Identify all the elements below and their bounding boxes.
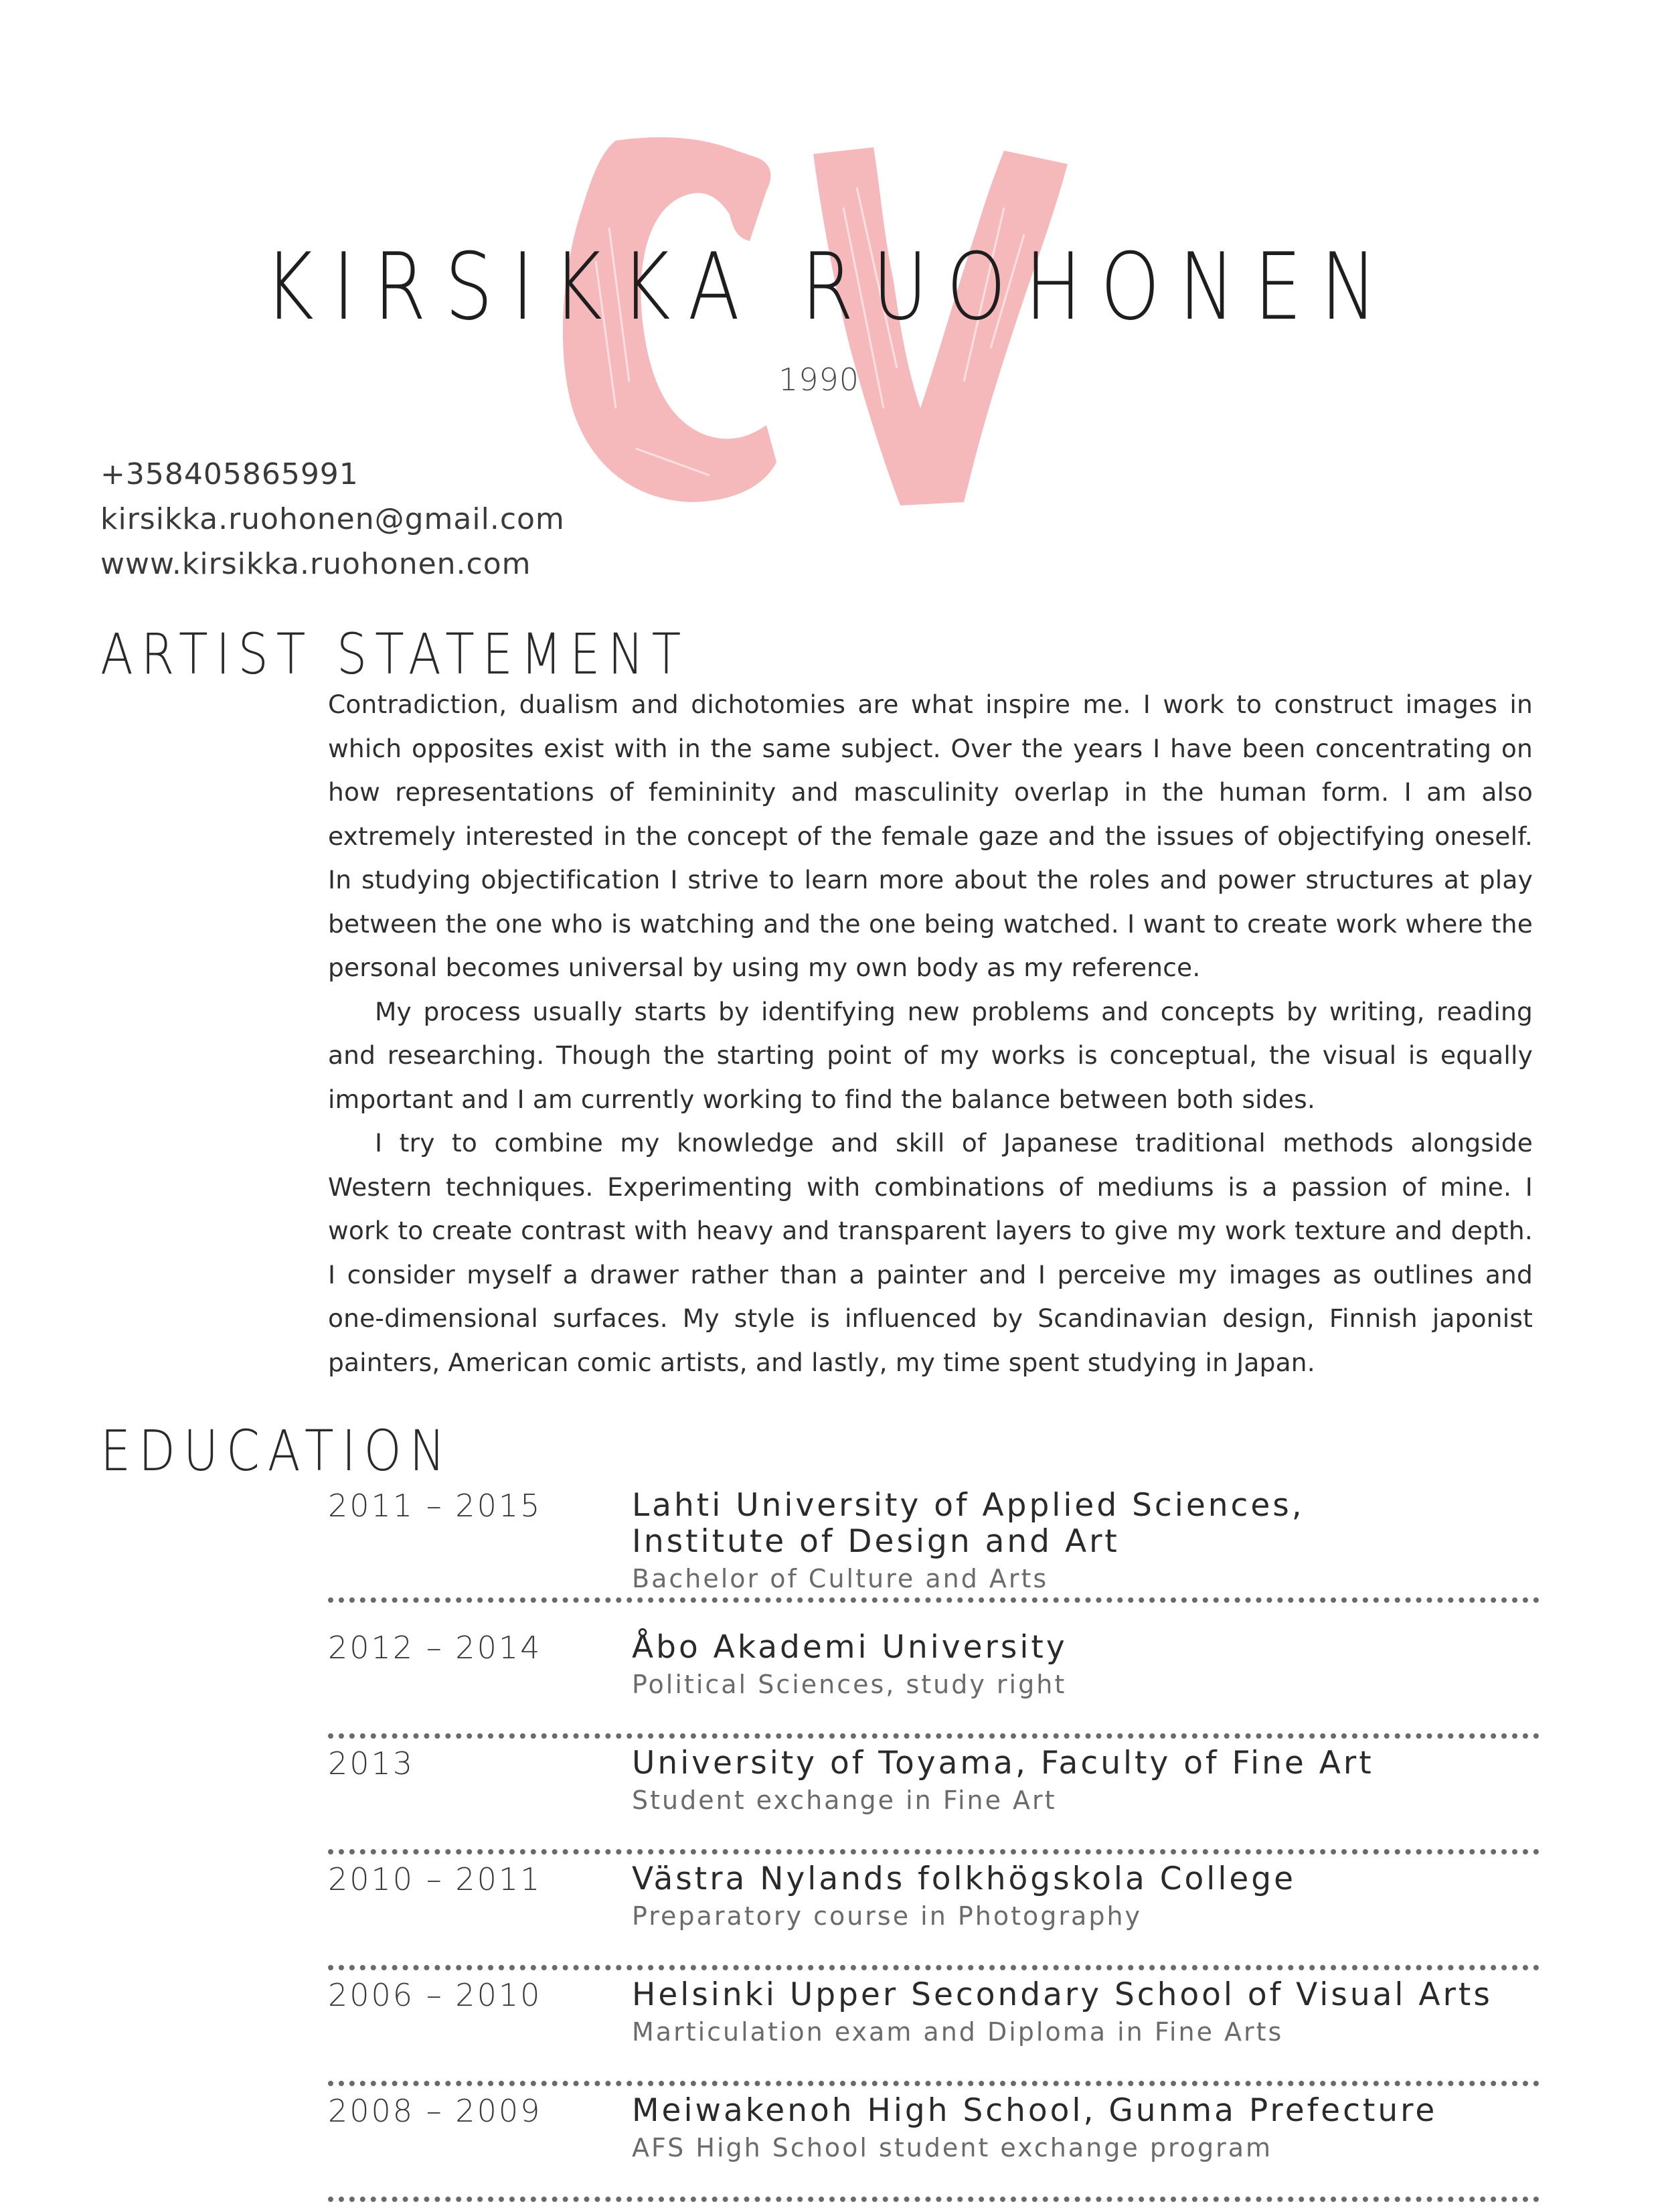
education-entry (328, 1977, 1540, 2086)
education-years: 2006 – 2010 (328, 1977, 542, 2013)
education-degree: Marticulation exam and Diploma in Fine Arts (632, 2017, 1284, 2047)
education-years: 2008 – 2009 (328, 2093, 542, 2129)
education-heading: EDUCATION (100, 1418, 453, 1484)
contact-info (100, 452, 565, 586)
education-school: Institute of Design and Art (632, 1523, 1120, 1560)
education-entry (328, 2093, 1540, 2202)
artist-statement-body (328, 683, 1533, 1385)
education-years: 2013 (328, 1745, 415, 1782)
education-list (328, 1488, 1540, 2202)
education-school: Åbo Akademi University (632, 1629, 1068, 1666)
education-years: 2011 – 2015 (328, 1488, 542, 1524)
education-degree: Political Sciences, study right (632, 1670, 1067, 1699)
education-years: 2010 – 2011 (328, 1861, 542, 1897)
education-school: University of Toyama, Faculty of Fine Art (632, 1745, 1374, 1782)
education-degree: Preparatory course in Photography (632, 1901, 1143, 1931)
statement-paragraph: My process usually starts by identifying new problems and concepts by writing, reading and researching. Though the starting point of my works is conceptual, the visual is equally important and I am currently working to find the balance between both sides. (328, 996, 1533, 1114)
artist-statement-heading: ARTIST STATEMENT (100, 621, 689, 687)
education-school: Helsinki Upper Secondary School of Visual Arts (632, 1976, 1493, 2013)
education-school: Meiwakenoh High School, Gunma Prefecture (632, 2092, 1438, 2129)
statement-paragraph: I try to combine my knowledge and skill of Japanese traditional methods alongside Western techniques. Experimenting with combinations of mediums is a passion of mine. I work to create contrast with heavy and transparent layers to give my work texture and depth. I consider myself a drawer rather than a painter and I perceive my images as outlines and one-dimensional surfaces. My style is influenced by Scandinavian design, Finnish japonist painters, American comic artists, and lastly, my time spent studying in Japan. (328, 1128, 1533, 1377)
education-entry (328, 1630, 1540, 1739)
email-address[interactable]: kirsikka.ruohonen@gmail.com (100, 502, 565, 536)
statement-paragraph: Contradiction, dualism and dichotomies are what inspire me. I work to construct images in which opposites exist with in the same subject. Over the years I have been concentrating on how representations of femininity and masculinity overlap in the human form. I am also extremely interested in the concept of the female gaze and the issues of objectifying oneself. In studying objectification I strive to learn more about the roles and power structures at play between the one who is watching and the one being watched. I want to create work where the personal becomes universal by using my own body as my reference. (328, 690, 1533, 982)
candidate-name: KIRSIKKA RUOHONEN (264, 233, 1396, 341)
education-entry (328, 1861, 1540, 1970)
website-link[interactable]: www.kirsikka.ruohonen.com (100, 547, 531, 581)
education-school: Västra Nylands folkhögskola College (632, 1861, 1297, 1897)
education-school: Lahti University of Applied Sciences, (632, 1487, 1305, 1524)
birth-year: 1990 (778, 362, 860, 398)
education-years: 2012 – 2014 (328, 1630, 542, 1666)
phone-number: +358405865991 (100, 457, 359, 491)
education-entry (328, 1488, 1540, 1603)
education-entry (328, 1745, 1540, 1854)
education-degree: Bachelor of Culture and Arts (632, 1564, 1049, 1593)
education-degree: Student exchange in Fine Art (632, 1786, 1057, 1815)
education-degree: AFS High School student exchange program (632, 2133, 1273, 2162)
